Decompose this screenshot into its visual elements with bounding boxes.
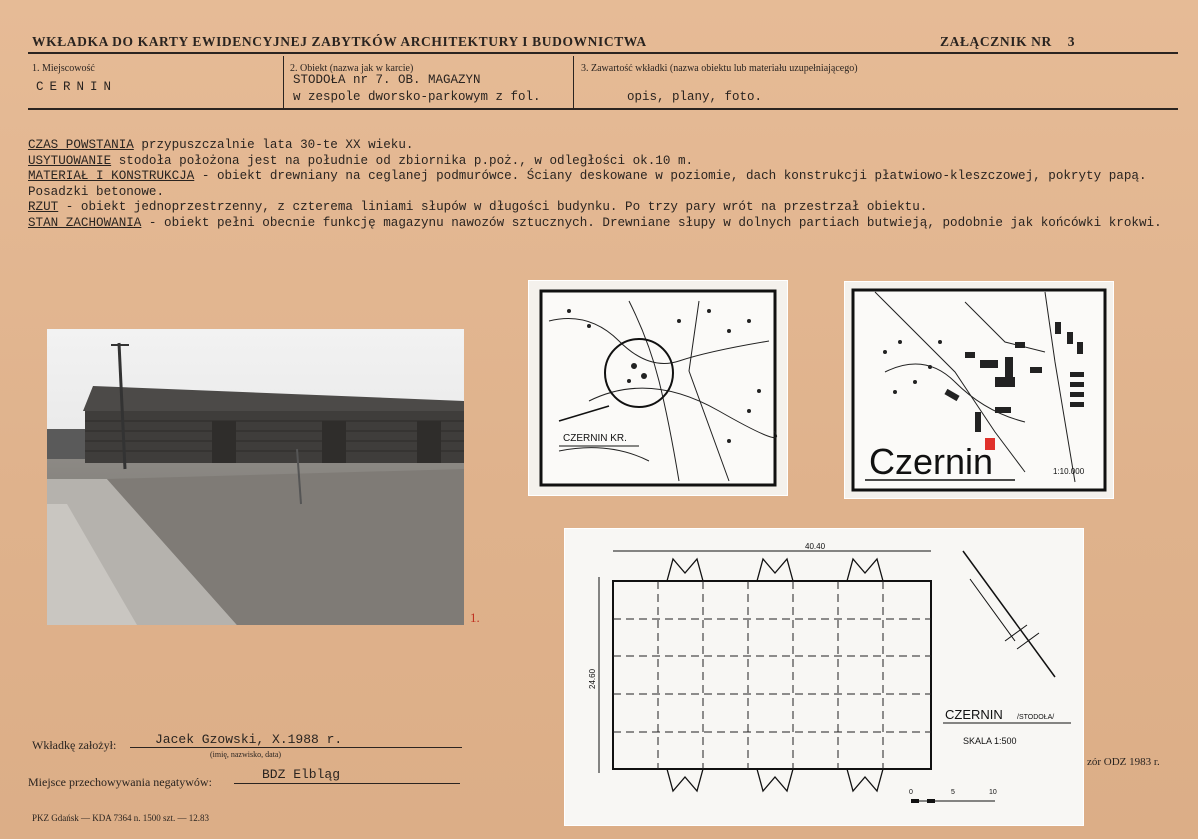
annex-number (940, 34, 1075, 50)
floor-plan-drawing (565, 529, 1083, 825)
object-value-line-1: STODOŁA nr 7. OB. MAGAZYN (293, 73, 481, 87)
barn-photo (47, 329, 464, 625)
description-text: - obiekt jednoprzestrzenny, z czterema liniami słupów w długości budynku. Po trzy pary wrót na przestrzał obiektu. (58, 200, 928, 215)
floor-plan (564, 528, 1084, 826)
storage-underline (234, 783, 460, 784)
description (28, 138, 1178, 232)
description-text: - obiekt drewniany na ceglanej podmurówce. Ściany deskowane w poziomie, dach konstrukcji płatwiowo-kleszczowej, pokryty papą. Posadzki betonowe. (28, 169, 1147, 199)
location-map-large (844, 281, 1114, 499)
storage-value: BDZ Elbląg (262, 767, 341, 782)
sheet-title: WKŁADKA DO KARTY EWIDENCYJNEJ ZABYTKÓW ARCHITEKTURY I BUDOWNICTWA (32, 34, 647, 49)
scale-tick-10: 10 (989, 789, 997, 796)
content-label: 3. Zawartość wkładki (nazwa obiektu lub materiału uzupełniającego) (581, 63, 858, 74)
annex-label: ZAŁĄCZNIK NR (940, 34, 1052, 49)
header-rule (28, 52, 1178, 54)
description-heading: STAN ZACHOWANIA (28, 215, 142, 230)
small-map-label: CZERNIN KR. (563, 433, 627, 444)
form-code: zór ODZ 1983 r. (1087, 756, 1160, 768)
locality-value: CERNIN (36, 80, 118, 94)
description-paragraph (28, 169, 1178, 200)
field-divider-2 (573, 56, 574, 108)
large-map-label: Czernin (869, 441, 994, 482)
field-divider-1 (283, 56, 284, 108)
description-heading: USYTUOWANIE (28, 153, 112, 168)
plan-scale: SKALA 1:500 (963, 736, 1017, 746)
scale-tick-5: 5 (951, 789, 955, 796)
locality-label: 1. Miejscowość (32, 63, 95, 74)
photo-number: 1. (470, 610, 480, 625)
storage-label: Miejsce przechowywania negatywów: (28, 775, 212, 789)
description-text: - obiekt pełni obecnie funkcję magazynu nawozów sztucznych. Drewniane słupy w dolnych partiach butwieją, podobnie jak końcówki krokwi. (141, 215, 1162, 230)
barn-photo-image (47, 329, 464, 625)
plan-depth-dimension: 24.60 (588, 668, 597, 689)
fields-rule (28, 108, 1178, 110)
description-text: stodoła położona jest na południe od zbiornika p.poż., w odległości ok.10 m. (111, 153, 694, 168)
description-paragraph (28, 200, 1178, 216)
author-hint: (imię, nazwisko, data) (210, 750, 282, 759)
plan-subtitle: /STODOŁA/ (1017, 714, 1055, 721)
plan-title: CZERNIN (945, 707, 1003, 722)
location-map-small (528, 280, 788, 496)
description-paragraph (28, 154, 1178, 170)
location-map-large-drawing (845, 282, 1113, 498)
object-value-line-2: w zespole dworsko-parkowym z fol. (293, 90, 541, 104)
scale-tick-0: 0 (909, 789, 913, 796)
description-heading: RZUT (28, 200, 59, 215)
description-text: przypuszczalnie lata 30-te XX wieku. (133, 138, 414, 152)
content-value: opis, plany, foto. (627, 90, 763, 104)
author-value: Jacek Gzowski, X.1988 r. (155, 732, 343, 747)
annex-value: 3 (1067, 34, 1076, 49)
description-heading: CZAS POWSTANIA (28, 138, 134, 152)
location-map-small-drawing (529, 281, 787, 495)
object-label: 2. Obiekt (nazwa jak w karcie) (290, 63, 414, 74)
printer-imprint: PKZ Gdańsk — KDA 7364 n. 1500 szt. — 12.83 (32, 813, 209, 823)
description-paragraph (28, 138, 1178, 154)
author-underline (130, 747, 462, 748)
author-label: Wkładkę założył: (32, 738, 117, 752)
plan-width-dimension: 40.40 (805, 542, 826, 551)
description-paragraph (28, 216, 1178, 232)
large-map-scale: 1:10.000 (1053, 467, 1085, 476)
description-heading: MATERIAŁ I KONSTRUKCJA (28, 169, 195, 184)
